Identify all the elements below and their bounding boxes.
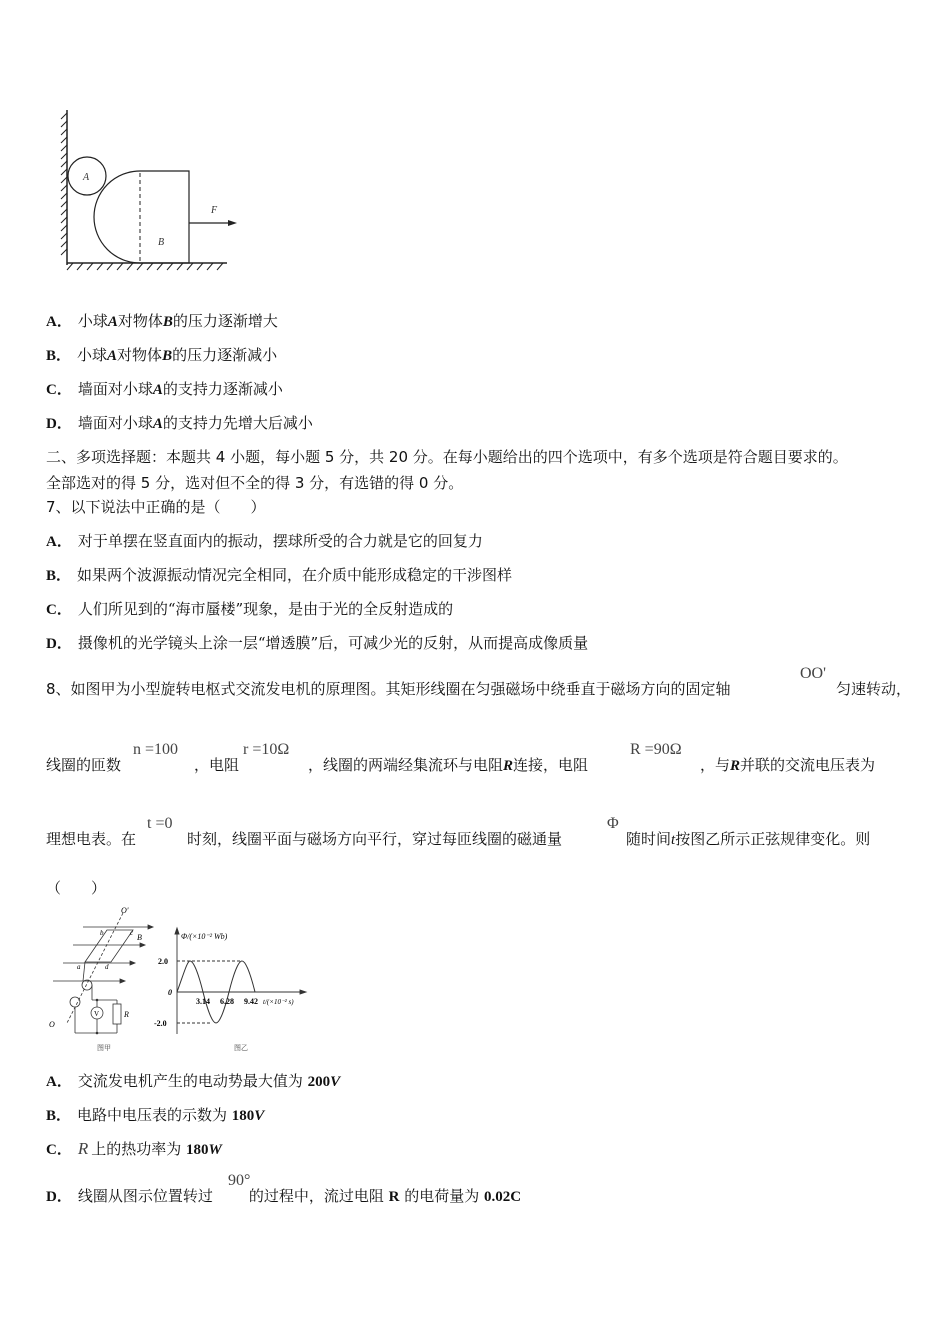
svg-text:B: B [137, 933, 142, 942]
q8-stem-line2a: 线圈的匝数 [46, 756, 122, 774]
math-internal-resistance: r =10Ω [243, 741, 290, 758]
math-load-resistance: R =90Ω [630, 741, 682, 758]
q6-option-a: A． 小球A对物体B的压力逐渐增大 [46, 312, 278, 330]
svg-text:b: b [100, 929, 104, 937]
q8-stem-line2d: ，与R并联的交流电压表为 [700, 756, 876, 774]
svg-text:3.14: 3.14 [196, 997, 210, 1006]
svg-text:-2.0: -2.0 [154, 1019, 167, 1028]
figure-ball-block [55, 105, 265, 275]
svg-text:图乙: 图乙 [234, 1044, 248, 1052]
svg-text:d: d [105, 963, 109, 971]
section2-instructions-line2: 全部选对的得 5 分，选对但不全的得 3 分，有选错的得 0 分。 [46, 474, 464, 492]
svg-text:A: A [83, 172, 90, 183]
q7-option-a: A． 对于单摆在竖直面内的振动，摆球所受的合力就是它的回复力 [46, 532, 483, 550]
q8-option-a: A． 交流发电机产生的电动势最大值为 200V [46, 1072, 341, 1090]
q7-option-c: C． 人们所见到的“海市蜃楼”现象，是由于光的全反射造成的 [46, 600, 454, 618]
q8-stem-line1b: 匀速转动， [836, 680, 912, 698]
q8-option-b: B． 电路中电压表的示数为 180V [46, 1106, 265, 1124]
q7-option-b: B． 如果两个波源振动情况完全相同，在介质中能形成稳定的干涉图样 [46, 566, 513, 584]
q8-stem-line1a: 8、如图甲为小型旋转电枢式交流发电机的原理图。其矩形线圈在匀强磁场中绕垂直于磁场方向的固定轴 [46, 680, 731, 698]
q8-option-c: C． R 上的热功率为 180W [46, 1139, 222, 1158]
svg-text:R: R [124, 1010, 129, 1019]
svg-text:O': O' [121, 906, 129, 915]
math-t0: t =0 [147, 815, 173, 832]
chart-xlabel: t/(×10⁻² s) [263, 998, 294, 1006]
svg-text:V: V [94, 1010, 100, 1018]
chart-ylabel: Φ/(×10⁻² Wb) [181, 932, 228, 941]
svg-text:图甲: 图甲 [97, 1044, 111, 1052]
svg-text:B: B [158, 237, 165, 248]
svg-text:6.28: 6.28 [220, 997, 234, 1006]
q8-stem-line2b: ，电阻 [194, 756, 240, 774]
math-90-degrees: 90° [228, 1172, 251, 1189]
q8-stem-line3b: 时刻，线圈平面与磁场方向平行，穿过每匝线圈的磁通量 [187, 830, 563, 848]
q8-option-d: D． 线圈从图示位置转过 的过程中，流过电阻 R 的电荷量为 0.02C [46, 1187, 522, 1205]
math-axis-oo: OO' [800, 665, 826, 682]
q7-stem: 7、以下说法中正确的是（ ） [46, 498, 266, 516]
figure-generator-diagram [45, 905, 155, 1055]
section2-instructions-line1: 二、多项选择题：本题共 4 小题，每小题 5 分，共 20 分。在每小题给出的四个选项中，有多个选项是符合题目要求的。 [46, 448, 848, 466]
svg-text:0: 0 [168, 988, 172, 997]
svg-text:a: a [77, 963, 81, 971]
svg-text:9.42: 9.42 [244, 997, 258, 1006]
q8-stem-line3c: 随时间t按图乙所示正弦规律变化。则 [626, 830, 871, 848]
q8-answer-paren: （ ） [46, 879, 107, 897]
svg-text:c: c [130, 929, 134, 937]
svg-text:O: O [49, 1020, 55, 1029]
q8-stem-line2c: ，线圈的两端经集流环与电阻R连接，电阻 [308, 756, 589, 774]
q6-option-d: D． 墙面对小球A的支持力先增大后减小 [46, 414, 313, 432]
math-flux: Φ [607, 815, 619, 832]
flux-time-chart [150, 922, 320, 1057]
svg-text:2.0: 2.0 [158, 957, 168, 966]
q6-option-c: C． 墙面对小球A的支持力逐渐减小 [46, 380, 283, 398]
q6-option-b: B． 小球A对物体B的压力逐渐减小 [46, 346, 278, 364]
svg-text:F: F [211, 205, 218, 216]
math-turns: n =100 [133, 741, 179, 758]
q8-stem-line3a: 理想电表。在 [46, 830, 137, 848]
q7-option-d: D． 摄像机的光学镜头上涂一层“增透膜”后，可减少光的反射，从而提高成像质量 [46, 634, 589, 652]
